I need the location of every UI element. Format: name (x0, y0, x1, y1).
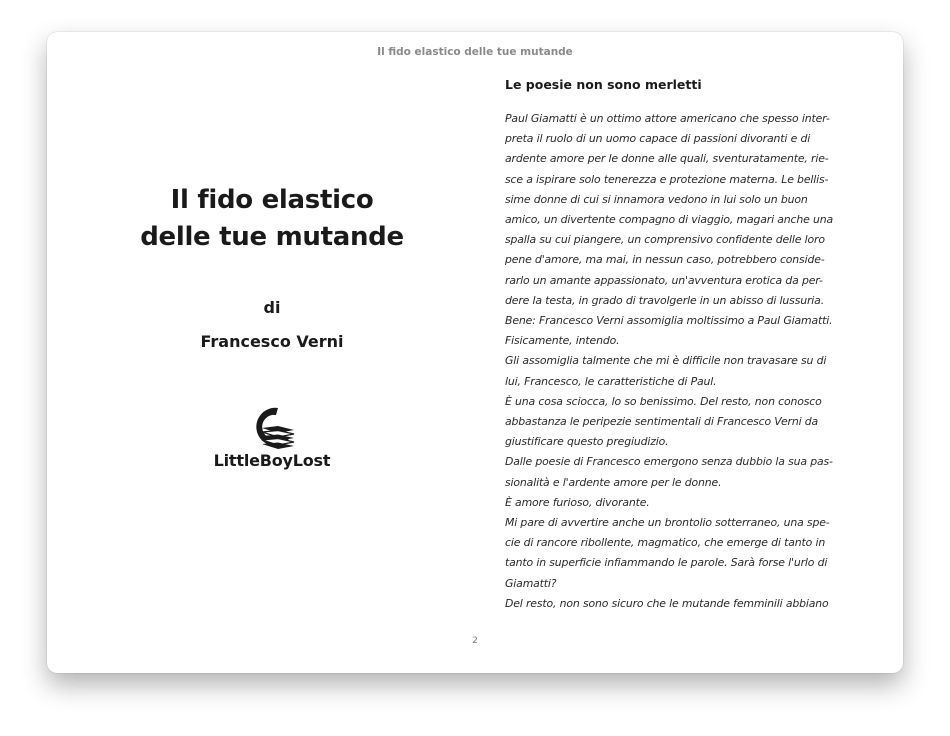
body-line: Gli assomiglia talmente che mi è difficile non travasare su di (505, 354, 827, 368)
body-line: Mi pare di avvertire anche un brontolio sotterraneo, una spe- (505, 516, 830, 530)
body-line: dere la testa, in grado di travolgerle in un abisso di lussuria. (505, 293, 825, 307)
left-page (47, 32, 497, 673)
publisher-name: LittleBoyLost (213, 451, 331, 470)
byline-preposition: di (263, 298, 281, 317)
right-page (505, 32, 903, 673)
window-title: Il fido elastico delle tue mutande (377, 46, 573, 58)
body-line: ardente amore per le donne alle quali, sventuratamente, rie- (505, 152, 829, 166)
littleboylost-logo-icon (248, 404, 298, 450)
body-line: È una cosa sciocca, lo so benissimo. Del resto, non conosco (505, 394, 822, 408)
body-line: pene d'amore, ma mai, in nessun caso, potrebbero conside- (505, 253, 825, 267)
body-line: sce a ispirare solo tenerezza e protezione materna. Le bellis- (505, 172, 829, 186)
body-line: lui, Francesco, le caratteristiche di Paul. (505, 374, 717, 388)
body-line: spalla su cui piangere, un comprensivo confidente delle loro (505, 233, 825, 247)
body-line: È amore furioso, divorante. (505, 495, 650, 509)
body-line: Paul Giamatti è un ottimo attore americano che spesso inter- (505, 112, 830, 125)
author-name: Francesco Verni (200, 332, 344, 351)
body-line: Giamatti? (505, 576, 557, 590)
reader-window (47, 32, 903, 673)
body-line: cie di rancore ribollente, magmatico, che emerge di tanto in (505, 536, 826, 550)
page-number: 2 (472, 636, 478, 646)
body-line: tanto in superficie infiammando le parole. Sarà forse l'urlo di (505, 556, 828, 570)
book-title-line-2: delle tue mutande (140, 222, 404, 252)
body-line: Fisicamente, intendo. (505, 334, 620, 348)
body-line: amico, un divertente compagno di viaggio, magari anche una (505, 213, 834, 227)
body-line: preta il ruolo di un uomo capace di passioni divoranti e di (505, 132, 811, 146)
body-line: sime donne di cui si innamora vedono in lui solo un buon (505, 192, 808, 206)
body-line: Del resto, non sono sicuro che le mutande femminili abbiano (505, 596, 829, 610)
section-heading: Le poesie non sono merletti (505, 77, 702, 92)
book-title-line-1: Il fido elastico (170, 185, 374, 215)
body-line: Dalle poesie di Francesco emergono senza dubbio la sua pas- (505, 455, 833, 469)
body-line: rarlo un amante appassionato, un'avventura erotica da per- (505, 273, 823, 287)
book-title (47, 182, 497, 256)
body-line: abbastanza le peripezie sentimentali di Francesco Verni da (505, 415, 819, 429)
body-line: giustificare questo pregiudizio. (505, 435, 669, 449)
body-line: Bene: Francesco Verni assomiglia moltissimo a Paul Giamatti. (505, 314, 833, 328)
body-line: sionalità e l'ardente amore per le donne. (505, 475, 722, 489)
body-text (505, 109, 850, 614)
